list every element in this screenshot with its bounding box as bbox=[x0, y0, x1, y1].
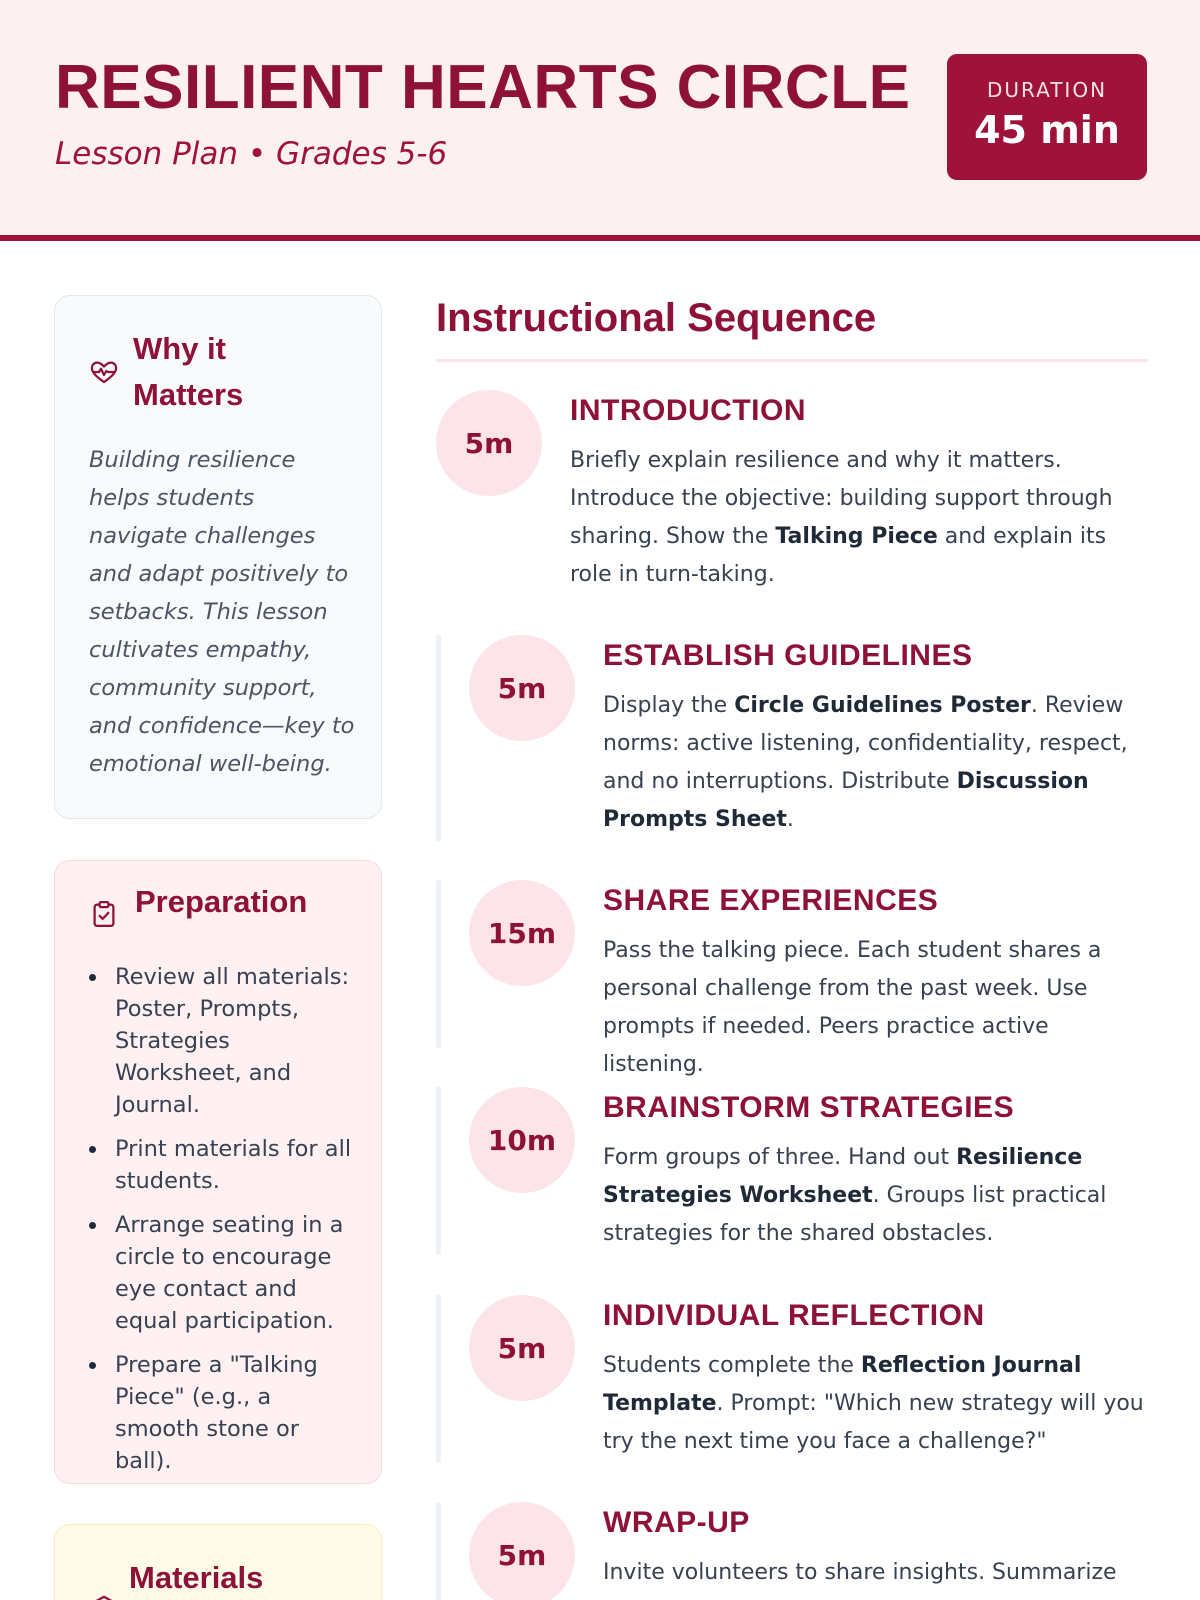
step-material-reference: Resilience Strategies Worksheet bbox=[603, 1145, 1083, 1208]
clipboard-check-icon bbox=[89, 899, 119, 929]
step-text: Invite volunteers to share insights. Summarize bbox=[603, 1560, 1117, 1585]
step-time-badge: 5m bbox=[469, 1295, 575, 1401]
header bbox=[0, 0, 1200, 241]
box-icon bbox=[89, 1593, 119, 1600]
list-item: Review all materials: Poster, Prompts, Strategies Worksheet, and Journal. bbox=[89, 961, 359, 1121]
step-time-badge: 5m bbox=[436, 390, 542, 496]
step-text: Pass the talking piece. Each student shares a personal challenge from the past week. Use prompts if needed. Peers practice active listening. bbox=[603, 938, 1102, 1077]
step-text: Students complete the bbox=[603, 1353, 861, 1378]
list-item: Print materials for all students. bbox=[89, 1133, 359, 1197]
list-item: Arrange seating in a circle to encourage eye contact and equal participation. bbox=[89, 1209, 359, 1337]
step-description bbox=[603, 1139, 1148, 1253]
step-time-badge: 10m bbox=[469, 1087, 575, 1193]
duration-value: 45 min bbox=[974, 108, 1120, 152]
duration-badge bbox=[947, 54, 1147, 180]
why-it-matters-body: Building resilience helps students navigate challenges and adapt positively to setbacks. This lesson cultivates empathy, community support, and confidence—key to emotional well-being. bbox=[89, 447, 355, 777]
sequence-step bbox=[436, 1502, 1148, 1600]
step-description bbox=[603, 687, 1148, 839]
page-subtitle: Lesson Plan • Grades 5-6 bbox=[55, 136, 448, 172]
sequence-step bbox=[436, 880, 1148, 1077]
materials-card bbox=[54, 1524, 382, 1600]
sequence-step bbox=[436, 1295, 1148, 1463]
duration-label: DURATION bbox=[986, 78, 1108, 102]
step-text: Display the bbox=[603, 693, 735, 718]
step-description bbox=[603, 932, 1148, 1084]
step-timeline-bar bbox=[436, 1087, 441, 1255]
step-text: Form groups of three. Hand out bbox=[603, 1145, 957, 1170]
step-text: . Prompt: "Which new strategy will you try the next time you face a challenge?" bbox=[603, 1391, 1144, 1454]
step-heading: SHARE EXPERIENCES bbox=[603, 884, 939, 917]
sequence-title: Instructional Sequence bbox=[436, 296, 877, 340]
page-title: RESILIENT HEARTS CIRCLE bbox=[55, 53, 911, 122]
sequence-step bbox=[436, 390, 1148, 600]
preparation-card bbox=[54, 860, 382, 1484]
step-material-reference: Discussion Prompts Sheet bbox=[603, 769, 1089, 832]
step-material-reference: Talking Piece bbox=[775, 524, 938, 549]
sequence-step bbox=[436, 1087, 1148, 1255]
step-text: . Groups list practical strategies for the shared obstacles. bbox=[603, 1183, 1107, 1246]
step-time-badge: 5m bbox=[469, 635, 575, 741]
step-description bbox=[603, 1347, 1148, 1461]
step-time-badge: 15m bbox=[469, 880, 575, 986]
step-timeline-bar bbox=[436, 1295, 441, 1463]
step-material-reference: Circle Guidelines Poster bbox=[734, 693, 1031, 718]
step-heading: WRAP-UP bbox=[603, 1506, 750, 1539]
step-heading: INDIVIDUAL REFLECTION bbox=[603, 1299, 985, 1332]
step-heading: INTRODUCTION bbox=[570, 394, 806, 427]
step-description bbox=[603, 1554, 1148, 1592]
step-text: and explain its role in turn-taking. bbox=[570, 524, 1107, 587]
step-text: . bbox=[786, 807, 794, 832]
step-material-reference: Reflection Journal Template bbox=[603, 1353, 1082, 1416]
step-timeline-bar bbox=[436, 1502, 441, 1600]
step-time-badge: 5m bbox=[469, 1502, 575, 1600]
step-text: . Review norms: active listening, confidentiality, respect, and no interruptions. Distribute bbox=[603, 693, 1128, 794]
step-text: Briefly explain resilience and why it matters. Introduce the objective: building support through sharing. Show the bbox=[570, 448, 1113, 549]
step-heading: ESTABLISH GUIDELINES bbox=[603, 639, 973, 672]
step-description bbox=[570, 442, 1148, 594]
materials-title: Materials bbox=[129, 1560, 264, 1595]
sequence-divider bbox=[436, 359, 1148, 362]
sequence-step bbox=[436, 635, 1148, 841]
preparation-title: Preparation bbox=[135, 884, 308, 919]
why-it-matters-card bbox=[54, 295, 382, 819]
list-item: Prepare a "Talking Piece" (e.g., a smooth stone or ball). bbox=[89, 1349, 359, 1477]
step-timeline-bar bbox=[436, 635, 441, 841]
step-heading: BRAINSTORM STRATEGIES bbox=[603, 1091, 1015, 1124]
preparation-list bbox=[89, 961, 359, 1489]
step-timeline-bar bbox=[436, 880, 441, 1048]
heart-pulse-icon bbox=[89, 357, 119, 387]
why-it-matters-title: Why it Matters bbox=[133, 331, 244, 412]
